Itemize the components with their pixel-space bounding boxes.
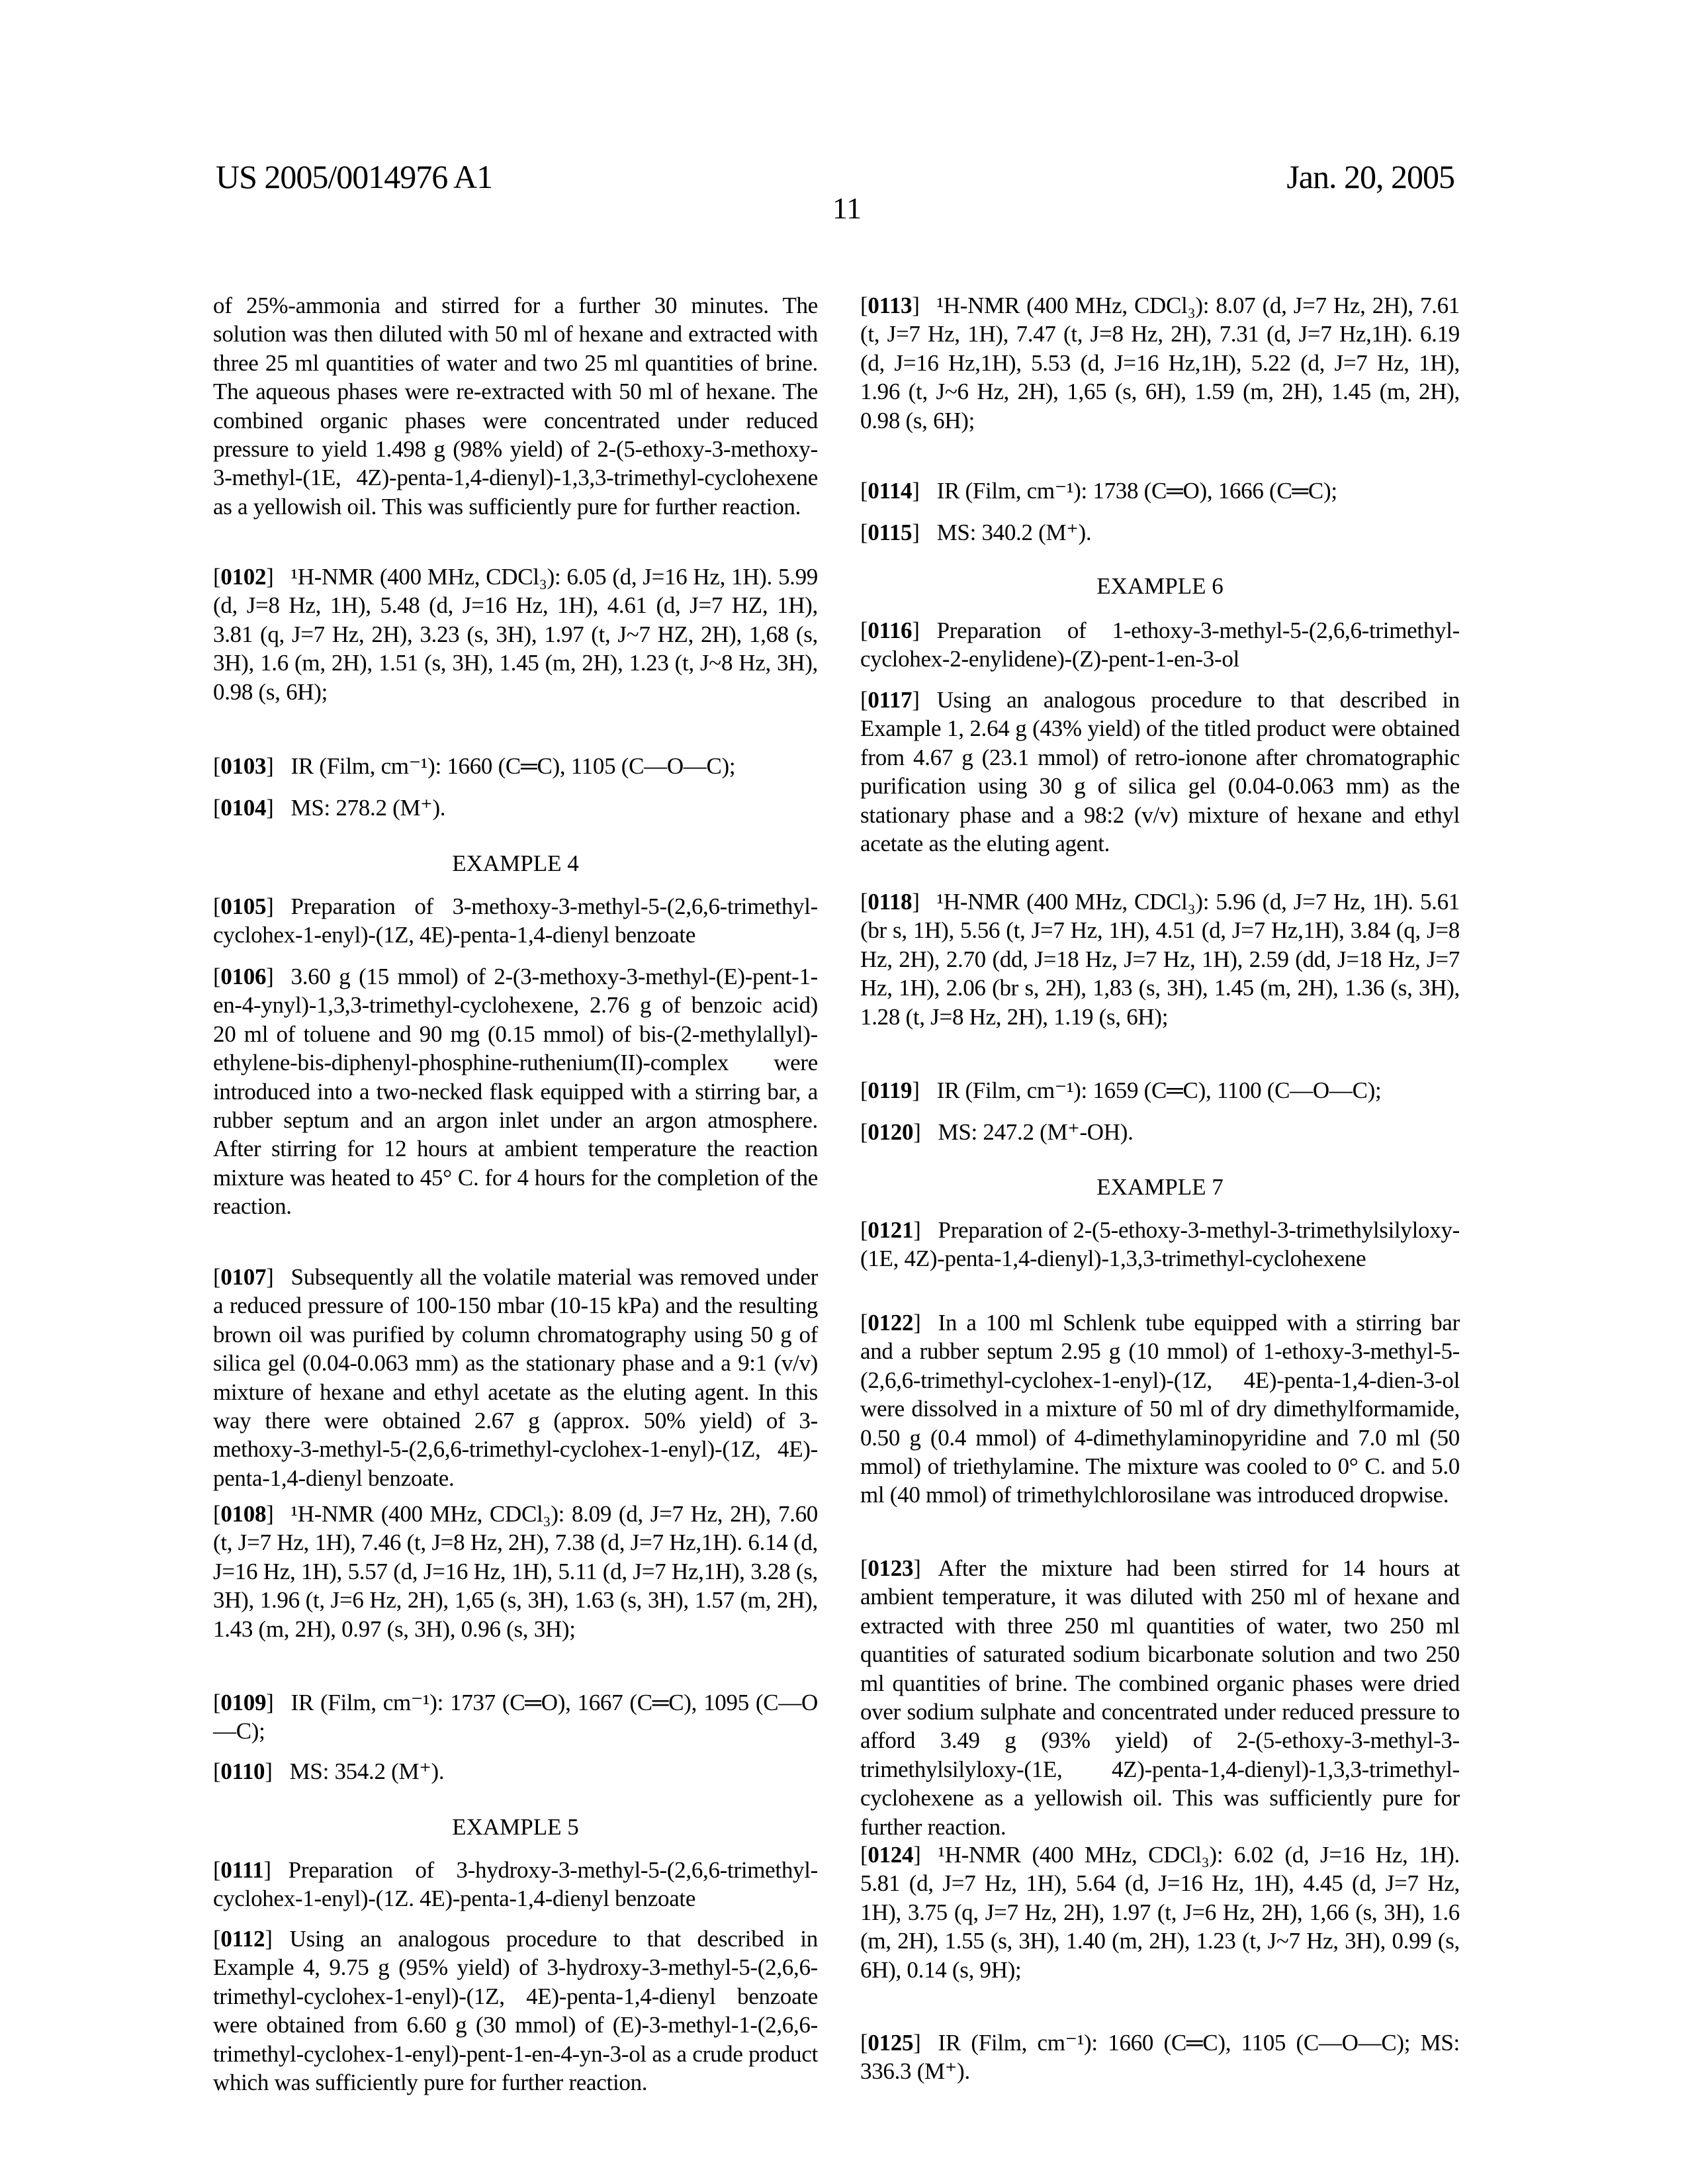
paragraph-text: MS: 354.2 (M⁺).	[290, 1758, 445, 1784]
paragraph-0123	[860, 1554, 1460, 1841]
paragraph-text: ¹H-NMR (400 MHz, CDCl₃): 6.05 (d, J=16 Hz, 1H). 5.99 (d, J=8 Hz, 1H), 5.48 (d, J=16 Hz, 1H), 4.61 (d, J=7 HZ, 1H), 3.81 (q, J=7 Hz, 2H), 3.23 (s, 3H), 1.97 (t, J~7 HZ, 2H), 1,68 (s, 3H), 1.6 (m, 2H), 1.51 (s, 3H), 1.45 (m, 2H), 1.23 (t, J~8 Hz, 3H), 0.98 (s, 6H);	[213, 564, 818, 705]
publication-date: Jan. 20, 2005	[1286, 158, 1454, 196]
paragraph-number: [ 0122 ]	[860, 1310, 921, 1336]
example-heading: EXAMPLE 5	[213, 1813, 818, 1841]
paragraph-number: [ 0121 ]	[860, 1217, 921, 1243]
paragraph-text: IR (Film, cm⁻¹): 1737 (C═O), 1667 (C═C), 1095 (C—O—C);	[213, 1690, 818, 1744]
paragraph-text: Using an analogous procedure to that described in Example 1, 2.64 g (43% yield) of the titled product were obtained from 4.67 g (23.1 mmol) of retro-ionone after chromatographic purification using 30 g of silica gel (0.04-0.063 mm) as the stationary phase and a 98:2 (v/v) mixture of hexane and ethyl acetate as the eluting agent.	[860, 687, 1460, 856]
paragraph-number: [ 0111 ]	[213, 1857, 271, 1883]
paragraph-text: Subsequently all the volatile material was removed under a reduced pressure of 100-150 mbar (10-15 kPa) and the resulting brown oil was purified by column chromatography using 50 g of silica gel (0.04-0.063 mm) as the stationary phase and a 9:1 (v/v) mixture of hexane and ethyl acetate as the eluting agent. In this way there were obtained 2.67 g (approx. 50% yield) of 3-methoxy-3-methyl-5-(2,6,6-trimethyl-cyclohex-1-enyl)-(1Z, 4E)-penta-1,4-dienyl benzoate.	[213, 1264, 818, 1491]
paragraph-0106	[213, 962, 818, 1221]
paragraph-0103	[213, 752, 818, 780]
paragraph-text: MS: 340.2 (M⁺).	[937, 520, 1092, 545]
paragraph-number: [ 0107 ]	[213, 1264, 274, 1290]
paragraph-text: Preparation of 2-(5-ethoxy-3-methyl-3-trimethylsilyloxy-(1E, 4Z)-penta-1,4-dienyl)-1,3,3-trimethyl-cyclohexene	[860, 1217, 1460, 1271]
paragraph-number: [ 0117 ]	[860, 687, 920, 713]
paragraph-0124	[860, 1841, 1460, 1984]
example-heading: EXAMPLE 4	[213, 849, 818, 878]
paragraph-0112	[213, 1925, 818, 2097]
paragraph-number: [ 0105 ]	[213, 893, 274, 919]
publication-number: US 2005/0014976 A1	[216, 158, 492, 196]
paragraph-text: IR (Film, cm⁻¹): 1659 (C═C), 1100 (C—O—C);	[937, 1077, 1382, 1103]
paragraph-number: [ 0108 ]	[213, 1501, 274, 1527]
paragraph-0119	[860, 1076, 1460, 1105]
paragraph-0105	[213, 892, 818, 950]
paragraph-text: After the mixture had been stirred for 14 hours at ambient temperature, it was diluted with 250 ml of hexane and extracted with three 250 ml quantities of water, two 250 ml quantities of saturated sodium bicarbonate solution and two 250 ml quantities of brine. The combined organic phases were dried over sodium sulphate and concentrated under reduced pressure to afford 3.49 g (93% yield) of 2-(5-ethoxy-3-methyl-3-trimethylsilyloxy-(1E, 4Z)-penta-1,4-dienyl)-1,3,3-trimethyl-cyclohexene as a yellowish oil. This was sufficiently pure for further reaction.	[860, 1555, 1460, 1840]
paragraph-number: [ 0116 ]	[860, 617, 920, 643]
paragraph-0109	[213, 1688, 818, 1746]
paragraph-number: [ 0106 ]	[213, 964, 274, 989]
paragraph-text: IR (Film, cm⁻¹): 1738 (C═O), 1666 (C═C);	[937, 478, 1337, 504]
paragraph-number: [ 0123 ]	[860, 1555, 921, 1581]
paragraph-0117	[860, 686, 1460, 858]
paragraph-number: [ 0102 ]	[213, 564, 274, 590]
paragraph-text: Preparation of 3-methoxy-3-methyl-5-(2,6,6-trimethyl-cyclohex-1-enyl)-(1Z, 4E)-penta-1,4-dienyl benzoate	[213, 893, 818, 948]
paragraph-number: [ 0112 ]	[213, 1926, 273, 1952]
paragraph-0114	[860, 477, 1460, 505]
paragraph-number: [ 0119 ]	[860, 1077, 920, 1103]
example-heading: EXAMPLE 7	[860, 1173, 1460, 1201]
paragraph-0104	[213, 794, 818, 822]
paragraph-0120	[860, 1118, 1460, 1146]
paragraph-number: [ 0120 ]	[860, 1119, 921, 1145]
paragraph-0116	[860, 616, 1460, 674]
paragraph-text: ¹H-NMR (400 MHz, CDCl₃): 6.02 (d, J=16 Hz, 1H). 5.81 (d, J=7 Hz, 1H), 5.64 (d, J=16 Hz, 1H), 4.45 (d, J=7 Hz, 1H), 3.75 (q, J=7 Hz, 2H), 1.97 (t, J=6 Hz, 2H), 1,66 (s, 3H), 1.6 (m, 2H), 1.55 (s, 3H), 1.40 (m, 2H), 1.23 (t, J~7 Hz, 3H), 0.99 (s, 6H), 0.14 (s, 9H);	[860, 1842, 1460, 1983]
paragraph-0107	[213, 1263, 818, 1492]
paragraph-number: [ 0103 ]	[213, 753, 274, 779]
paragraph-number: [ 0125 ]	[860, 2030, 921, 2056]
paragraph-0118	[860, 887, 1460, 1031]
page-number: 11	[0, 191, 1694, 226]
paragraph-0122	[860, 1308, 1460, 1510]
paragraph-text: Preparation of 3-hydroxy-3-methyl-5-(2,6,6-trimethyl-cyclohex-1-enyl)-(1Z. 4E)-penta-1,4-dienyl benzoate	[213, 1857, 818, 1911]
paragraph-0108	[213, 1500, 818, 1643]
paragraph-number: [ 0104 ]	[213, 795, 274, 821]
paragraph-number: [ 0113 ]	[860, 293, 920, 318]
paragraph-text: ¹H-NMR (400 MHz, CDCl₃): 8.09 (d, J=7 Hz, 2H), 7.60 (t, J=7 Hz, 1H), 7.46 (t, J=8 Hz, 2H), 7.38 (d, J=7 Hz,1H). 6.14 (d, J=16 Hz, 1H), 5.57 (d, J=16 Hz, 1H), 5.11 (d, J=7 Hz,1H), 3.28 (s, 3H), 1.96 (t, J=6 Hz, 2H), 1,65 (s, 3H), 1.63 (s, 3H), 1.57 (m, 2H), 1.43 (m, 2H), 0.97 (s, 3H), 0.96 (s, 3H);	[213, 1501, 818, 1642]
paragraph-text: Preparation of 1-ethoxy-3-methyl-5-(2,6,6-trimethyl-cyclohex-2-enylidene)-(Z)-pent-1-en-3-ol	[860, 617, 1460, 672]
paragraph-text: Using an analogous procedure to that described in Example 4, 9.75 g (95% yield) of 3-hydroxy-3-methyl-5-(2,6,6-trimethyl-cyclohex-1-enyl)-(1Z, 4E)-penta-1,4-dienyl benzoate were obtained from 6.60 g (30 mmol) of (E)-3-methyl-1-(2,6,6-trimethyl-cyclohex-1-enyl)-pent-1-en-4-yn-3-ol as a crude product which was sufficiently pure for further reaction.	[213, 1926, 818, 2095]
paragraph-text: MS: 247.2 (M⁺-OH).	[938, 1119, 1134, 1145]
paragraph-0121	[860, 1216, 1460, 1273]
example-heading: EXAMPLE 6	[860, 572, 1460, 600]
paragraph-0113	[860, 291, 1460, 435]
paragraph-number: [ 0114 ]	[860, 478, 920, 504]
paragraph-text: In a 100 ml Schlenk tube equipped with a stirring bar and a rubber septum 2.95 g (10 mmol) of 1-ethoxy-3-methyl-5-(2,6,6-trimethyl-cyclohex-1-enyl)-(1Z, 4E)-penta-1,4-dien-3-ol were dissolved in a mixture of 50 ml of dry dimethylformamide, 0.50 g (0.4 mmol) of 4-dimethylaminopyridine and 7.0 ml (50 mmol) of triethylamine. The mixture was cooled to 0° C. and 5.0 ml (40 mmol) of trimethylchlorosilane was introduced dropwise.	[860, 1310, 1460, 1508]
paragraph-0115	[860, 518, 1460, 547]
paragraph-number: [ 0109 ]	[213, 1690, 274, 1715]
paragraph-text: IR (Film, cm⁻¹): 1660 (C═C), 1105 (C—O—C); MS: 336.3 (M⁺).	[860, 2030, 1460, 2084]
paragraph-0110	[213, 1757, 818, 1786]
paragraph-0111	[213, 1856, 818, 1913]
paragraph-0125	[860, 2028, 1460, 2086]
paragraph-number: [ 0118 ]	[860, 889, 920, 915]
paragraph-0102	[213, 563, 818, 706]
paragraph-text: ¹H-NMR (400 MHz, CDCl₃): 5.96 (d, J=7 Hz, 1H). 5.61 (br s, 1H), 5.56 (t, J=7 Hz, 1H), 4.51 (d, J=7 Hz,1H), 3.84 (q, J=8 Hz, 2H), 2.70 (dd, J=18 Hz, J=7 Hz, 1H), 2.59 (dd, J=18 Hz, J=7 Hz, 1H), 2.06 (br s, 2H), 1,83 (s, 3H), 1.45 (m, 2H), 1.36 (s, 3H), 1.28 (t, J=8 Hz, 2H), 1.19 (s, 6H);	[860, 889, 1460, 1030]
paragraph-continuation: of 25%-ammonia and stirred for a further 30 minutes. The solution was then diluted with 50 ml of hexane and extracted with three 25 ml quantities of water and two 25 ml quantities of brine. The aqueous phases were re-extracted with 50 ml of hexane. The combined organic phases were concentrated under reduced pressure to yield 1.498 g (98% yield) of 2-(5-ethoxy-3-methoxy-3-methyl-(1E, 4Z)-penta-1,4-dienyl)-1,3,3-trimethyl-cyclohexene as a yellowish oil. This was sufficiently pure for further reaction.	[213, 291, 818, 521]
paragraph-text: IR (Film, cm⁻¹): 1660 (C═C), 1105 (C—O—C);	[291, 753, 736, 779]
paragraph-text: MS: 278.2 (M⁺).	[291, 795, 446, 821]
paragraph-number: [ 0110 ]	[213, 1758, 273, 1784]
paragraph-text: ¹H-NMR (400 MHz, CDCl₃): 8.07 (d, J=7 Hz, 2H), 7.61 (t, J=7 Hz, 1H), 7.47 (t, J=8 Hz, 2H), 7.31 (d, J=7 Hz,1H). 6.19 (d, J=16 Hz,1H), 5.53 (d, J=16 Hz,1H), 5.22 (d, J=7 Hz, 1H), 1.96 (t, J~6 Hz, 2H), 1,65 (s, 6H), 1.59 (m, 2H), 1.45 (m, 2H), 0.98 (s, 6H);	[860, 293, 1460, 433]
paragraph-text: 3.60 g (15 mmol) of 2-(3-methoxy-3-methyl-(E)-pent-1-en-4-ynyl)-1,3,3-trimethyl-cyclohexene, 2.76 g of benzoic acid) 20 ml of toluene and 90 mg (0.15 mmol) of bis-(2-methylallyl)-ethylene-bis-diphenyl-phosphine-ruthenium(II)-complex were introduced into a two-necked flask equipped with a stirring bar, a rubber septum and an argon inlet under an argon atmosphere. After stirring for 12 hours at ambient temperature the reaction mixture was heated to 45° C. for 4 hours for the completion of the reaction.	[213, 964, 818, 1219]
paragraph-number: [ 0124 ]	[860, 1842, 921, 1868]
paragraph-number: [ 0115 ]	[860, 520, 920, 545]
